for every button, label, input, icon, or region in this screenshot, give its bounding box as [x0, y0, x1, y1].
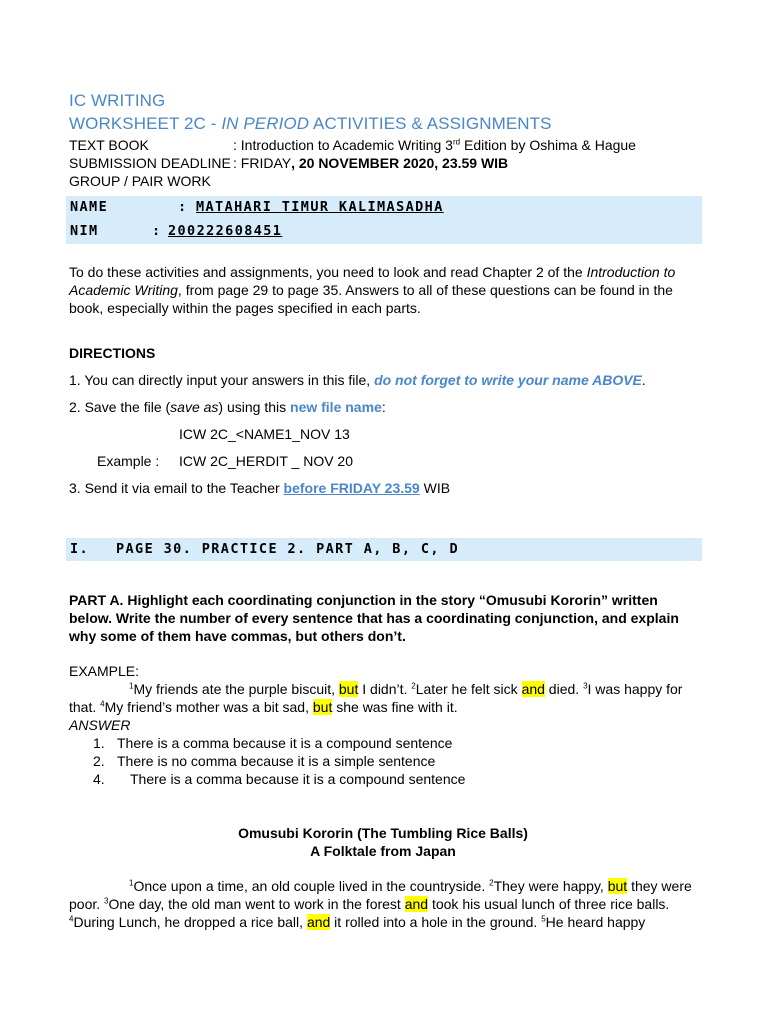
direction-3: 3. Send it via email to the Teacher before FRIDAY 23.59 WIB [69, 480, 451, 496]
nim-row [70, 223, 283, 239]
story-title: Omusubi Kororin (The Tumbling Rice Balls) [238, 825, 528, 841]
example-value: ICW 2C_HERDIT _ NOV 20 [179, 453, 354, 469]
deadline-label: SUBMISSION DEADLINE [69, 155, 231, 171]
section-1-title: PAGE 30. PRACTICE 2. PART A, B, C, D [116, 541, 459, 557]
name-value: MATAHARI TIMUR KALIMASADHA [196, 199, 444, 215]
directions-heading: DIRECTIONS [69, 345, 156, 361]
worksheet-title: WORKSHEET 2C - IN PERIOD ACTIVITIES & ASSIGNMENTS [69, 114, 552, 133]
answer-text: There is a comma because it is a compound sentence [117, 735, 453, 751]
story-text: $^1$Once upon a time, an old couple lived in the countryside. $^2$They were happy, but they were poor. $^3$One day, the old man went to work in the forest and took his usual lunch of three rice balls. $^4$During Lunch, he dropped a rice ball, and it rolled into a hole in the ground. $^5$He heard happy [69, 878, 692, 930]
name-row [70, 199, 444, 215]
section-1-header [66, 538, 702, 561]
nim-sep: : [152, 223, 162, 239]
group-row: GROUP / PAIR WORK [69, 173, 211, 189]
nim-label: NIM [70, 223, 99, 239]
textbook-value: : Introduction to Academic Writing 3rd Edition by Oshima & Hague [233, 137, 636, 153]
deadline-value: : FRIDAY, 20 NOVEMBER 2020, 23.59 WIB [233, 155, 509, 171]
answer-text: There is a comma because it is a compound sentence [130, 771, 466, 787]
direction-2: 2. Save the file (save as) using this new file name: [69, 399, 386, 415]
deadline-row [69, 154, 508, 172]
highlight-but: but [338, 681, 359, 697]
example-text: $^1$My friends ate the purple biscuit, but I didn’t. $^2$Later he felt sick and died. $^3$I was happy for that. $^4$My friend’s mother was a bit sad, but she was fine with it. [69, 681, 683, 715]
highlight-and: and [404, 896, 429, 912]
highlight-and: and [521, 681, 545, 697]
name-label: NAME [70, 199, 109, 215]
highlight-but: but [312, 699, 333, 715]
file-format: ICW 2C_<NAME1_NOV 13 [179, 426, 350, 442]
example-heading: EXAMPLE: [69, 663, 140, 679]
textbook-row [69, 136, 636, 154]
section-1-number: I. [70, 541, 90, 557]
course-title: IC WRITING [69, 91, 166, 110]
direction-1: 1. You can directly input your answers in this file, do not forget to write your name ABOVE. [69, 372, 646, 388]
story-subtitle: A Folktale from Japan [310, 843, 456, 859]
answer-item: 1. [93, 735, 105, 751]
part-a-instruction: PART A. Highlight each coordinating conjunction in the story “Omusubi Kororin” written below. Write the number of every sentence that has a coordinating conjunction, and explain why some of them have commas, but others don’t. [69, 592, 679, 644]
nim-value: 200222608451 [168, 223, 283, 239]
textbook-label: TEXT BOOK [69, 137, 149, 153]
answer-label: ANSWER [69, 717, 131, 733]
name-sep: : [178, 199, 188, 215]
example-label: Example : [97, 453, 160, 469]
answer-item: 4. [93, 771, 105, 787]
highlight-and: and [306, 914, 331, 930]
highlight-but: but [607, 878, 628, 894]
answer-item: 2. [93, 753, 105, 769]
deadline-link[interactable]: before FRIDAY 23.59 [283, 480, 420, 496]
student-info-box [66, 196, 702, 244]
answer-text: There is no comma because it is a simple sentence [117, 753, 436, 769]
intro-paragraph: To do these activities and assignments, you need to look and read Chapter 2 of the Introduction to Academic Writing, from page 29 to page 35. Answers to all of these questions can be found in the book, especially within the pages specified in each parts. [69, 264, 676, 316]
